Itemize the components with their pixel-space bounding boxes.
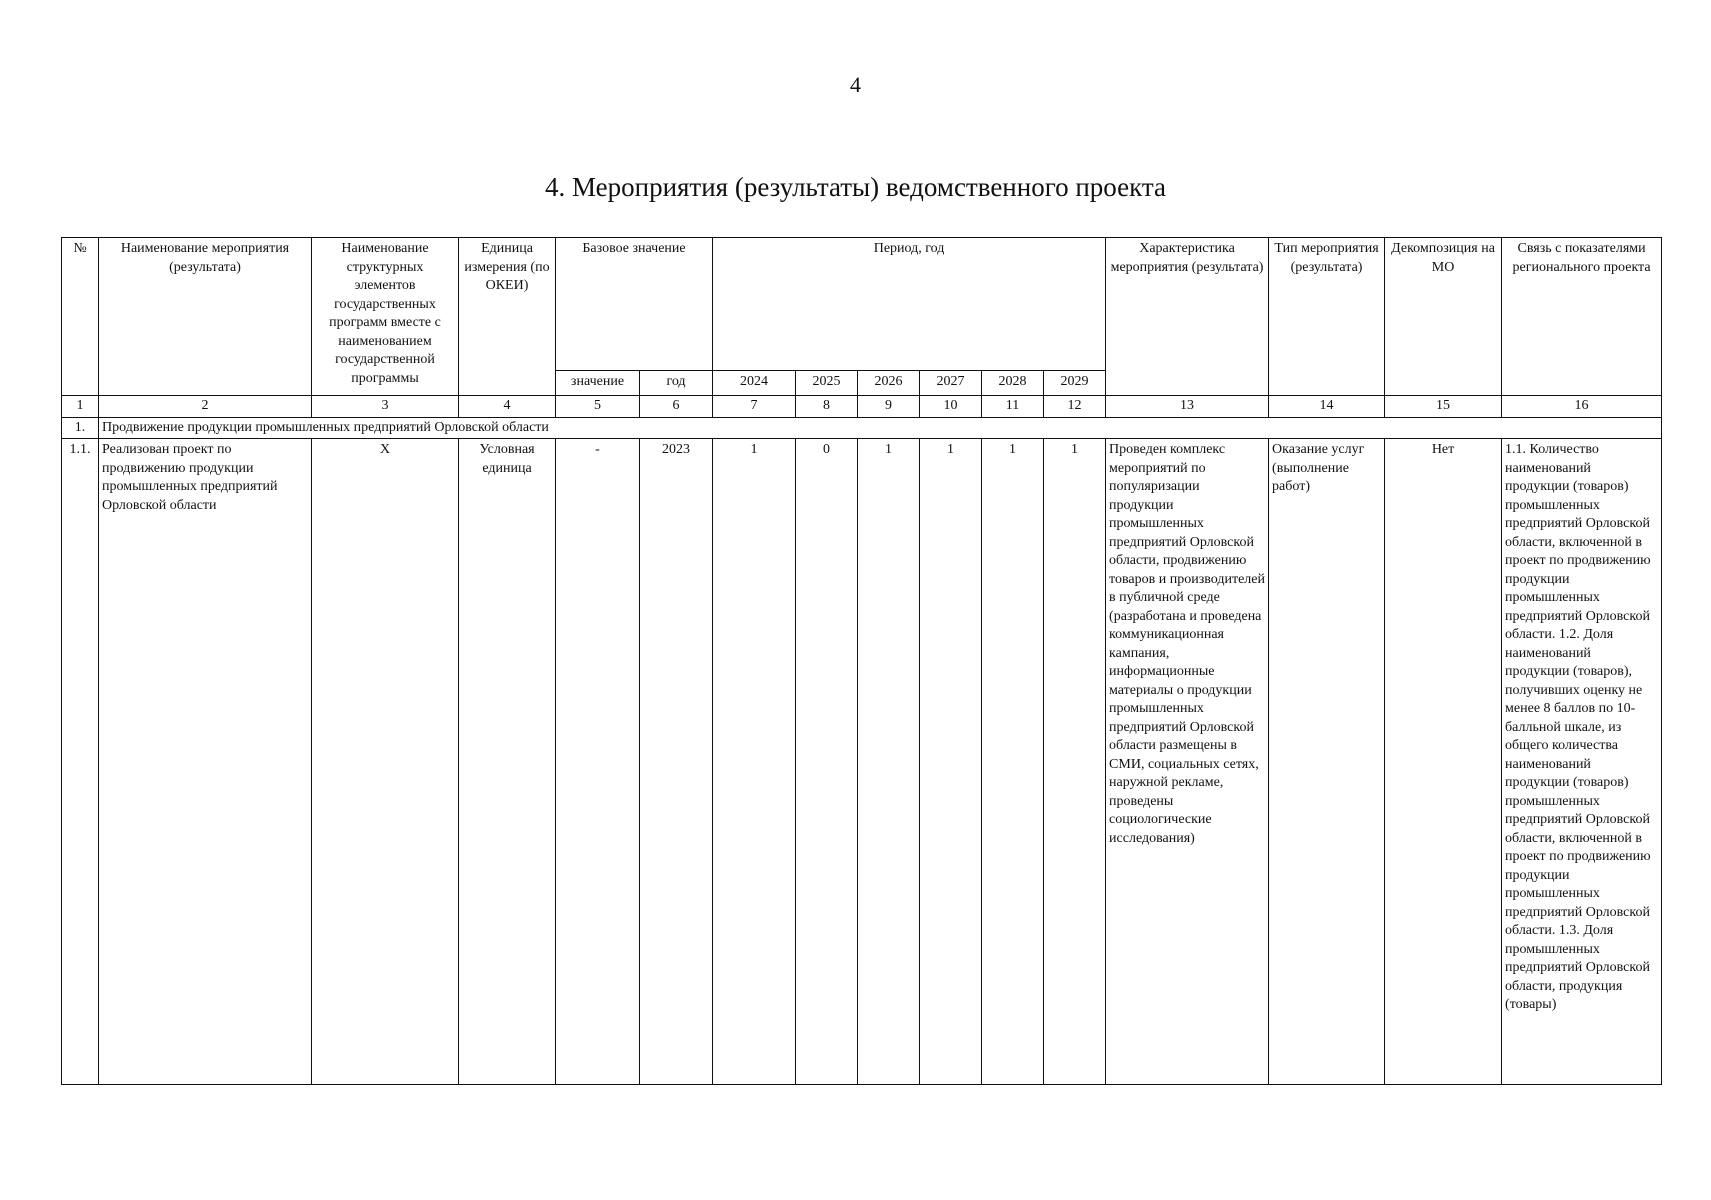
row-value-2029: 1 <box>1044 439 1106 1085</box>
header-year-2027: 2027 <box>920 371 982 396</box>
header-year-2026: 2026 <box>858 371 920 396</box>
column-number: 12 <box>1044 396 1106 418</box>
row-name: Реализован проект по продвижению продукции промышленных предприятий Орловской области <box>99 439 312 1085</box>
page-number: 4 <box>850 72 861 97</box>
section-title: Продвижение продукции промышленных предприятий Орловской области <box>99 417 1662 439</box>
row-decomp: Нет <box>1385 439 1502 1085</box>
events-table <box>61 237 1662 1085</box>
column-number: 11 <box>982 396 1044 418</box>
column-number: 7 <box>713 396 796 418</box>
column-number: 2 <box>99 396 312 418</box>
row-value-2027: 1 <box>920 439 982 1085</box>
header-characteristic: Характеристика мероприятия (результата) <box>1106 238 1269 396</box>
row-struct: Х <box>312 439 459 1085</box>
column-number: 16 <box>1502 396 1662 418</box>
header-base-year: год <box>640 371 713 396</box>
section-row <box>62 417 1662 439</box>
header-year-2025: 2025 <box>796 371 858 396</box>
document-title: 4. Мероприятия (результаты) ведомственного проекта <box>544 172 1166 202</box>
column-number: 3 <box>312 396 459 418</box>
header-link: Связь с показателями регионального проекта <box>1502 238 1662 396</box>
column-number-row <box>62 396 1662 418</box>
row-type: Оказание услуг (выполнение работ) <box>1269 439 1385 1085</box>
header-unit: Единица измерения (по ОКЕИ) <box>459 238 556 396</box>
header-base: Базовое значение <box>556 238 713 371</box>
table-row <box>62 439 1662 1085</box>
header-no: № <box>62 238 99 396</box>
column-number: 13 <box>1106 396 1269 418</box>
row-value-2025: 0 <box>796 439 858 1085</box>
column-number: 14 <box>1269 396 1385 418</box>
row-value-2024: 1 <box>713 439 796 1085</box>
header-type: Тип мероприятия (результата) <box>1269 238 1385 396</box>
column-number: 1 <box>62 396 99 418</box>
header-year-2029: 2029 <box>1044 371 1106 396</box>
header-row <box>62 238 1662 371</box>
column-number: 15 <box>1385 396 1502 418</box>
row-unit: Условная единица <box>459 439 556 1085</box>
header-decomp: Декомпозиция на МО <box>1385 238 1502 396</box>
column-number: 6 <box>640 396 713 418</box>
header-year-2024: 2024 <box>713 371 796 396</box>
row-base-value: - <box>556 439 640 1085</box>
column-number: 4 <box>459 396 556 418</box>
header-year-2028: 2028 <box>982 371 1044 396</box>
row-link: 1.1. Количество наименований продукции (товаров) промышленных предприятий Орловской области, включенной в проект по продвижению продукции промышленных предприятий Орловской области. 1.2. Доля наименований продукции (товаров), получивших оценку не менее 8 баллов по 10-балльной шкале, из общего количества наименований продукции (товаров) промышленных предприятий Орловской области, включенной в проект по продвижению продукции промышленных предприятий Орловской области. 1.3. Доля промышленных предприятий Орловской области, продукция (товары) <box>1502 439 1662 1085</box>
header-struct: Наименование структурных элементов государственных программ вместе с наименованием государственной программы <box>312 238 459 396</box>
header-period: Период, год <box>713 238 1106 371</box>
row-characteristic: Проведен комплекс мероприятий по популяризации продукции промышленных предприятий Орловской области, продвижению товаров и производителей в публичной среде (разработана и проведена коммуникационная кампания, информационные материалы о продукции промышленных предприятий Орловской области размещены в СМИ, социальных сетях, наружной рекламе, проведены социологические исследования) <box>1106 439 1269 1085</box>
column-number: 5 <box>556 396 640 418</box>
row-value-2026: 1 <box>858 439 920 1085</box>
header-base-value: значение <box>556 371 640 396</box>
header-name: Наименование мероприятия (результата) <box>99 238 312 396</box>
column-number: 8 <box>796 396 858 418</box>
column-number: 10 <box>920 396 982 418</box>
column-number: 9 <box>858 396 920 418</box>
section-number: 1. <box>62 417 99 439</box>
row-value-2028: 1 <box>982 439 1044 1085</box>
row-base-year: 2023 <box>640 439 713 1085</box>
row-number: 1.1. <box>62 439 99 1085</box>
